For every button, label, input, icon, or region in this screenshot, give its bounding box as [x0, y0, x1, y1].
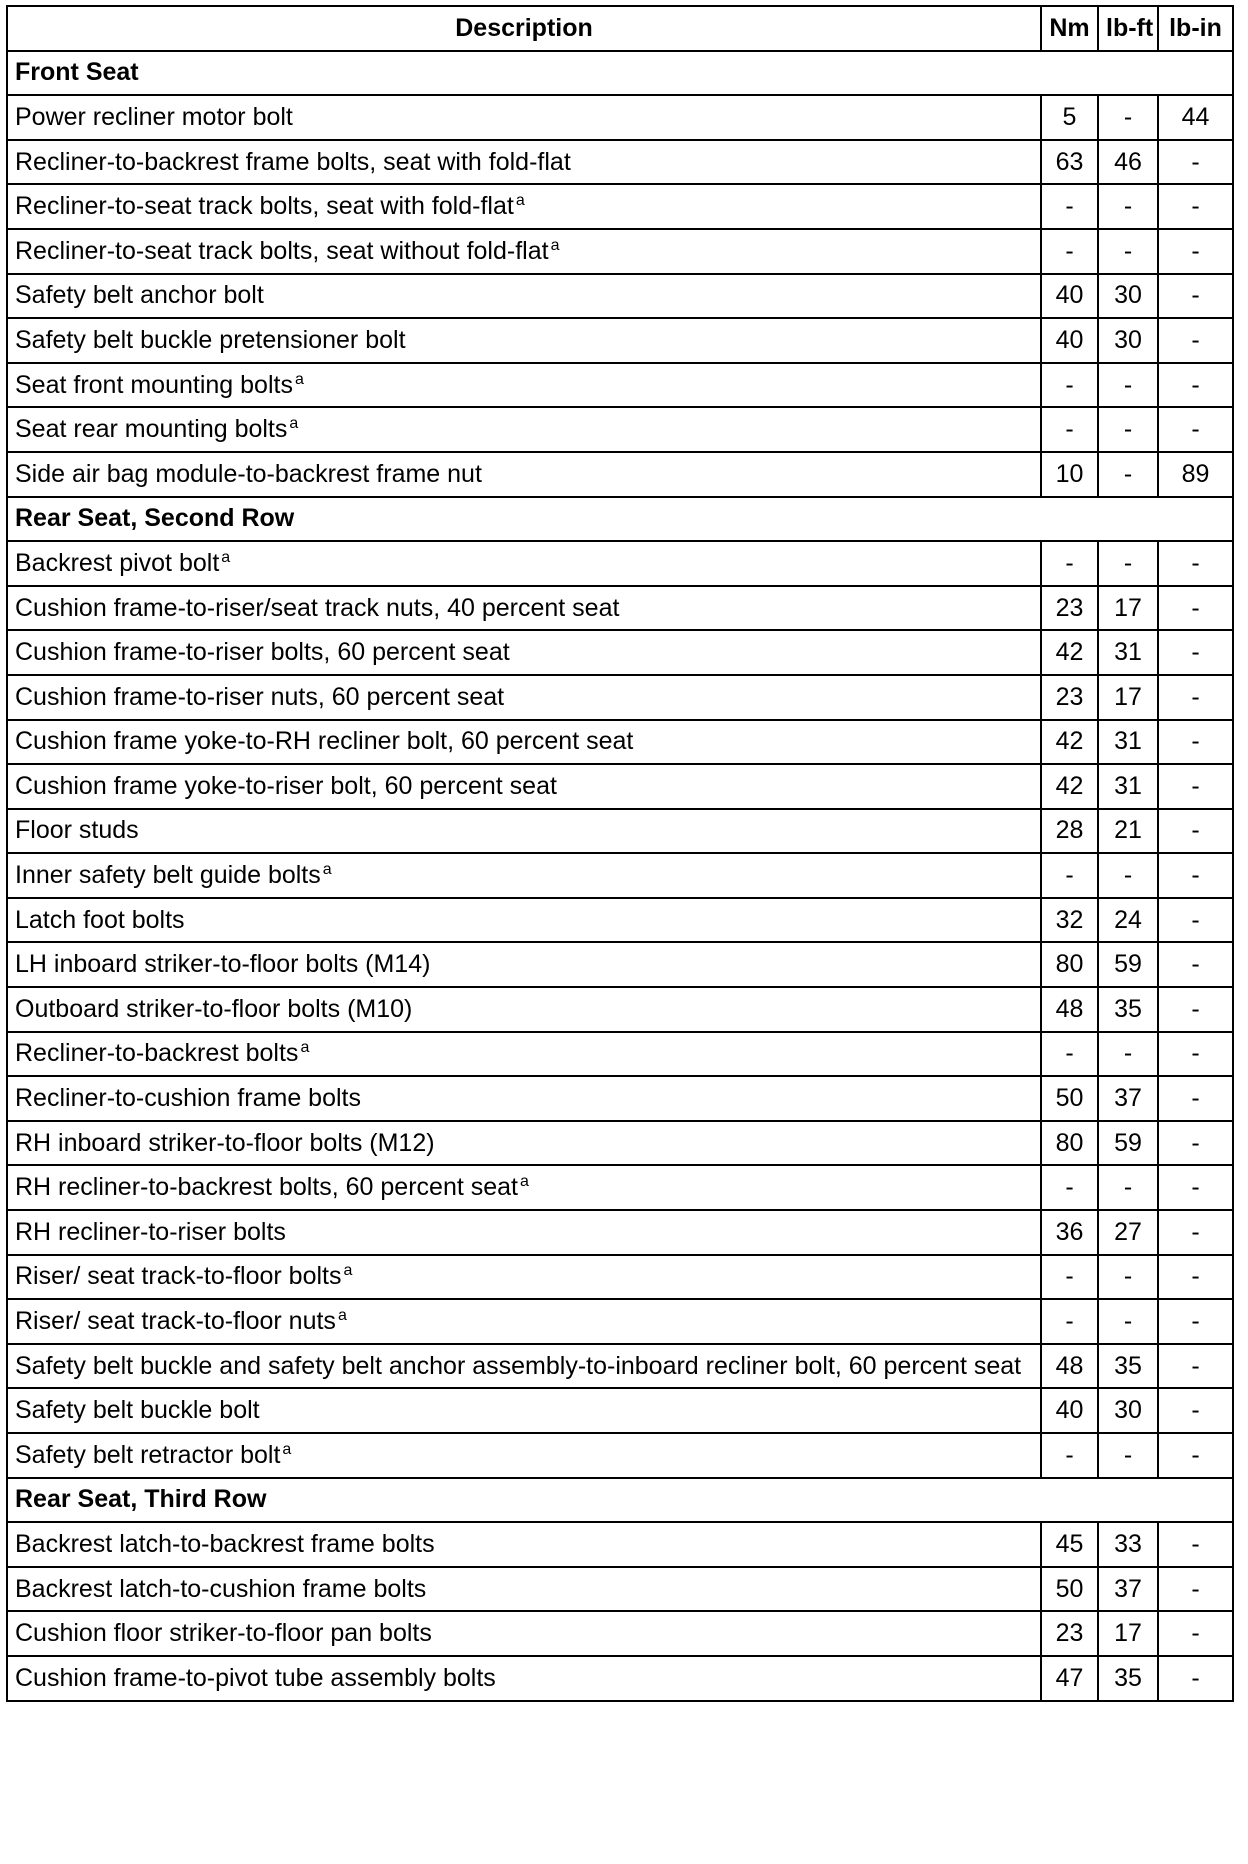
table-row: [7, 1255, 1233, 1300]
description-text: Riser/ seat track-to-floor bolts: [15, 1262, 342, 1291]
lb-in-cell: 44: [1158, 95, 1233, 140]
section-row: [7, 51, 1233, 96]
description-cell: [7, 1032, 1041, 1077]
table-row: [7, 452, 1233, 497]
lb-in-cell: -: [1158, 1121, 1233, 1166]
footnote-marker: a: [300, 1039, 310, 1057]
nm-cell: 10: [1041, 452, 1098, 497]
description-text: Cushion frame yoke-to-riser bolt, 60 percent seat: [15, 771, 557, 800]
description-text: Recliner-to-seat track bolts, seat with fold-flat: [15, 192, 514, 221]
description-text: Cushion frame yoke-to-RH recliner bolt, 60 percent seat: [15, 727, 634, 756]
description-text: Floor studs: [15, 816, 139, 845]
lb-ft-cell: -: [1098, 1433, 1158, 1478]
lb-in-cell: -: [1158, 1567, 1233, 1612]
lb-in-cell: -: [1158, 630, 1233, 675]
lb-ft-cell: 17: [1098, 1611, 1158, 1656]
table-row: [7, 1344, 1233, 1389]
section-row: [7, 497, 1233, 542]
lb-in-cell: -: [1158, 987, 1233, 1032]
footnote-marker: a: [337, 1307, 347, 1325]
nm-cell: -: [1041, 541, 1098, 586]
description-text: Safety belt buckle pretensioner bolt: [15, 325, 406, 354]
lb-ft-cell: 17: [1098, 675, 1158, 720]
header-nm: Nm: [1041, 6, 1098, 51]
lb-in-cell: -: [1158, 1344, 1233, 1389]
lb-ft-cell: -: [1098, 363, 1158, 408]
description-text: Backrest latch-to-backrest frame bolts: [15, 1529, 435, 1558]
description-cell: [7, 720, 1041, 765]
description-text: Recliner-to-seat track bolts, seat without fold-flat: [15, 236, 549, 265]
description-text: Riser/ seat track-to-floor nuts: [15, 1307, 336, 1336]
lb-ft-cell: -: [1098, 407, 1158, 452]
description-text: Recliner-to-backrest frame bolts, seat with fold-flat: [15, 147, 571, 176]
table-row: [7, 987, 1233, 1032]
description-cell: [7, 1299, 1041, 1344]
nm-cell: 47: [1041, 1656, 1098, 1701]
description-cell: [7, 1656, 1041, 1701]
description-cell: [7, 140, 1041, 185]
table-row: [7, 1076, 1233, 1121]
description-cell: [7, 1567, 1041, 1612]
description-cell: [7, 1611, 1041, 1656]
description-text: LH inboard striker-to-floor bolts (M14): [15, 950, 431, 979]
lb-ft-cell: -: [1098, 184, 1158, 229]
lb-ft-cell: -: [1098, 1299, 1158, 1344]
lb-ft-cell: -: [1098, 1255, 1158, 1300]
nm-cell: 40: [1041, 274, 1098, 319]
lb-ft-cell: 59: [1098, 1121, 1158, 1166]
description-cell: [7, 363, 1041, 408]
lb-ft-cell: 24: [1098, 898, 1158, 943]
lb-ft-cell: 30: [1098, 274, 1158, 319]
table-row: [7, 898, 1233, 943]
description-cell: [7, 95, 1041, 140]
header-lb-ft: lb-ft: [1098, 6, 1158, 51]
section-heading: Rear Seat, Second Row: [7, 497, 1233, 542]
table-row: [7, 1656, 1233, 1701]
table-row: [7, 407, 1233, 452]
table-row: [7, 1388, 1233, 1433]
lb-ft-cell: 30: [1098, 318, 1158, 363]
lb-in-cell: -: [1158, 229, 1233, 274]
table-row: [7, 1165, 1233, 1210]
table-row: [7, 140, 1233, 185]
footnote-marker: a: [322, 861, 332, 879]
lb-ft-cell: -: [1098, 541, 1158, 586]
description-text: RH recliner-to-backrest bolts, 60 percent seat: [15, 1173, 518, 1202]
nm-cell: -: [1041, 363, 1098, 408]
lb-in-cell: -: [1158, 407, 1233, 452]
header-lb-in: lb-in: [1158, 6, 1233, 51]
nm-cell: 40: [1041, 318, 1098, 363]
lb-in-cell: -: [1158, 1611, 1233, 1656]
nm-cell: -: [1041, 229, 1098, 274]
table-row: [7, 184, 1233, 229]
description-cell: [7, 1165, 1041, 1210]
torque-spec-table: [6, 5, 1234, 1702]
table-row: [7, 1210, 1233, 1255]
description-cell: [7, 452, 1041, 497]
description-text: Cushion frame-to-riser bolts, 60 percent seat: [15, 638, 510, 667]
lb-ft-cell: 27: [1098, 1210, 1158, 1255]
description-text: Seat front mounting bolts: [15, 370, 293, 399]
description-text: Cushion floor striker-to-floor pan bolts: [15, 1619, 432, 1648]
table-row: [7, 1121, 1233, 1166]
description-cell: [7, 274, 1041, 319]
description-text: RH recliner-to-riser bolts: [15, 1217, 286, 1246]
footnote-marker: a: [343, 1262, 353, 1280]
nm-cell: 23: [1041, 586, 1098, 631]
lb-in-cell: -: [1158, 363, 1233, 408]
table-row: [7, 720, 1233, 765]
nm-cell: 42: [1041, 720, 1098, 765]
lb-ft-cell: 30: [1098, 1388, 1158, 1433]
nm-cell: 40: [1041, 1388, 1098, 1433]
description-cell: [7, 898, 1041, 943]
section-heading: Rear Seat, Third Row: [7, 1478, 1233, 1523]
table-row: [7, 630, 1233, 675]
description-cell: [7, 1210, 1041, 1255]
lb-in-cell: -: [1158, 1299, 1233, 1344]
description-cell: [7, 1522, 1041, 1567]
lb-in-cell: -: [1158, 1522, 1233, 1567]
lb-in-cell: -: [1158, 184, 1233, 229]
section-row: [7, 1478, 1233, 1523]
description-text: Outboard striker-to-floor bolts (M10): [15, 994, 413, 1023]
nm-cell: 28: [1041, 809, 1098, 854]
nm-cell: 23: [1041, 675, 1098, 720]
description-cell: [7, 1344, 1041, 1389]
description-cell: [7, 987, 1041, 1032]
lb-in-cell: -: [1158, 140, 1233, 185]
description-text: Inner safety belt guide bolts: [15, 861, 321, 890]
lb-in-cell: -: [1158, 1165, 1233, 1210]
nm-cell: -: [1041, 184, 1098, 229]
description-cell: [7, 1433, 1041, 1478]
description-text: Safety belt retractor bolt: [15, 1440, 281, 1469]
description-cell: [7, 675, 1041, 720]
lb-in-cell: -: [1158, 675, 1233, 720]
table-row: [7, 809, 1233, 854]
description-text: Recliner-to-cushion frame bolts: [15, 1084, 361, 1113]
description-cell: [7, 1255, 1041, 1300]
description-text: Recliner-to-backrest bolts: [15, 1039, 299, 1068]
lb-ft-cell: 37: [1098, 1567, 1158, 1612]
lb-in-cell: -: [1158, 1255, 1233, 1300]
lb-ft-cell: -: [1098, 452, 1158, 497]
description-text: Cushion frame-to-riser/seat track nuts, 40 percent seat: [15, 593, 620, 622]
nm-cell: 63: [1041, 140, 1098, 185]
description-text: Latch foot bolts: [15, 905, 185, 934]
table-row: [7, 1299, 1233, 1344]
lb-ft-cell: 31: [1098, 764, 1158, 809]
lb-in-cell: -: [1158, 586, 1233, 631]
description-cell: [7, 853, 1041, 898]
description-text: Safety belt anchor bolt: [15, 281, 264, 310]
lb-ft-cell: 46: [1098, 140, 1158, 185]
table-row: [7, 1567, 1233, 1612]
lb-ft-cell: 21: [1098, 809, 1158, 854]
table-row: [7, 1522, 1233, 1567]
lb-in-cell: -: [1158, 318, 1233, 363]
nm-cell: 48: [1041, 987, 1098, 1032]
lb-ft-cell: 17: [1098, 586, 1158, 631]
lb-in-cell: -: [1158, 809, 1233, 854]
description-cell: [7, 1076, 1041, 1121]
description-text: Power recliner motor bolt: [15, 102, 293, 131]
nm-cell: 50: [1041, 1567, 1098, 1612]
nm-cell: 42: [1041, 764, 1098, 809]
description-text: Backrest latch-to-cushion frame bolts: [15, 1574, 427, 1603]
lb-ft-cell: -: [1098, 853, 1158, 898]
lb-in-cell: -: [1158, 1433, 1233, 1478]
lb-ft-cell: 37: [1098, 1076, 1158, 1121]
description-text: Safety belt buckle bolt: [15, 1396, 260, 1425]
table-row: [7, 541, 1233, 586]
footnote-marker: a: [282, 1440, 292, 1458]
table-row: [7, 586, 1233, 631]
nm-cell: -: [1041, 407, 1098, 452]
lb-ft-cell: 35: [1098, 1656, 1158, 1701]
footnote-marker: a: [515, 192, 525, 210]
table-row: [7, 229, 1233, 274]
description-cell: [7, 1388, 1041, 1433]
table-row: [7, 95, 1233, 140]
description-text: Backrest pivot bolt: [15, 548, 220, 577]
lb-ft-cell: -: [1098, 1165, 1158, 1210]
footnote-marker: a: [221, 548, 231, 566]
description-text: Side air bag module-to-backrest frame nut: [15, 459, 482, 488]
table-row: [7, 675, 1233, 720]
table-row: [7, 764, 1233, 809]
nm-cell: 23: [1041, 1611, 1098, 1656]
table-row: [7, 942, 1233, 987]
nm-cell: 42: [1041, 630, 1098, 675]
lb-in-cell: -: [1158, 1032, 1233, 1077]
nm-cell: -: [1041, 1255, 1098, 1300]
nm-cell: 80: [1041, 1121, 1098, 1166]
description-cell: [7, 942, 1041, 987]
lb-ft-cell: 59: [1098, 942, 1158, 987]
nm-cell: 32: [1041, 898, 1098, 943]
description-cell: [7, 318, 1041, 363]
nm-cell: -: [1041, 1433, 1098, 1478]
table-row: [7, 363, 1233, 408]
lb-in-cell: -: [1158, 1656, 1233, 1701]
description-cell: [7, 541, 1041, 586]
header-description: Description: [7, 6, 1041, 51]
footnote-marker: a: [550, 236, 560, 254]
description-text: Seat rear mounting bolts: [15, 415, 288, 444]
description-text: RH inboard striker-to-floor bolts (M12): [15, 1128, 435, 1157]
nm-cell: -: [1041, 1032, 1098, 1077]
description-cell: [7, 184, 1041, 229]
description-cell: [7, 407, 1041, 452]
table-row: [7, 1611, 1233, 1656]
nm-cell: 48: [1041, 1344, 1098, 1389]
lb-in-cell: 89: [1158, 452, 1233, 497]
lb-in-cell: -: [1158, 942, 1233, 987]
table-row: [7, 1433, 1233, 1478]
lb-ft-cell: 31: [1098, 630, 1158, 675]
nm-cell: 80: [1041, 942, 1098, 987]
lb-in-cell: -: [1158, 898, 1233, 943]
table-row: [7, 274, 1233, 319]
lb-in-cell: -: [1158, 1388, 1233, 1433]
table-row: [7, 1032, 1233, 1077]
lb-ft-cell: -: [1098, 1032, 1158, 1077]
lb-in-cell: -: [1158, 764, 1233, 809]
description-cell: [7, 586, 1041, 631]
lb-ft-cell: 35: [1098, 1344, 1158, 1389]
nm-cell: 50: [1041, 1076, 1098, 1121]
description-text: Safety belt buckle and safety belt anchor assembly-to-inboard recliner bolt, 60 percent seat: [15, 1351, 1022, 1380]
lb-in-cell: -: [1158, 274, 1233, 319]
description-cell: [7, 1121, 1041, 1166]
lb-in-cell: -: [1158, 1076, 1233, 1121]
lb-in-cell: -: [1158, 1210, 1233, 1255]
description-cell: [7, 764, 1041, 809]
footnote-marker: a: [294, 370, 304, 388]
lb-in-cell: -: [1158, 541, 1233, 586]
lb-ft-cell: 33: [1098, 1522, 1158, 1567]
lb-ft-cell: 31: [1098, 720, 1158, 765]
table-header-row: [7, 6, 1233, 51]
nm-cell: 45: [1041, 1522, 1098, 1567]
table-row: [7, 853, 1233, 898]
description-cell: [7, 630, 1041, 675]
description-text: Cushion frame-to-pivot tube assembly bolts: [15, 1663, 496, 1692]
description-text: Cushion frame-to-riser nuts, 60 percent seat: [15, 682, 505, 711]
nm-cell: -: [1041, 853, 1098, 898]
lb-ft-cell: -: [1098, 229, 1158, 274]
lb-ft-cell: -: [1098, 95, 1158, 140]
section-heading: Front Seat: [7, 51, 1233, 96]
nm-cell: 36: [1041, 1210, 1098, 1255]
lb-ft-cell: 35: [1098, 987, 1158, 1032]
lb-in-cell: -: [1158, 720, 1233, 765]
nm-cell: 5: [1041, 95, 1098, 140]
footnote-marker: a: [289, 415, 299, 433]
table-body: [7, 51, 1233, 1701]
table-row: [7, 318, 1233, 363]
description-cell: [7, 229, 1041, 274]
nm-cell: -: [1041, 1299, 1098, 1344]
nm-cell: -: [1041, 1165, 1098, 1210]
lb-in-cell: -: [1158, 853, 1233, 898]
description-cell: [7, 809, 1041, 854]
footnote-marker: a: [520, 1173, 529, 1191]
